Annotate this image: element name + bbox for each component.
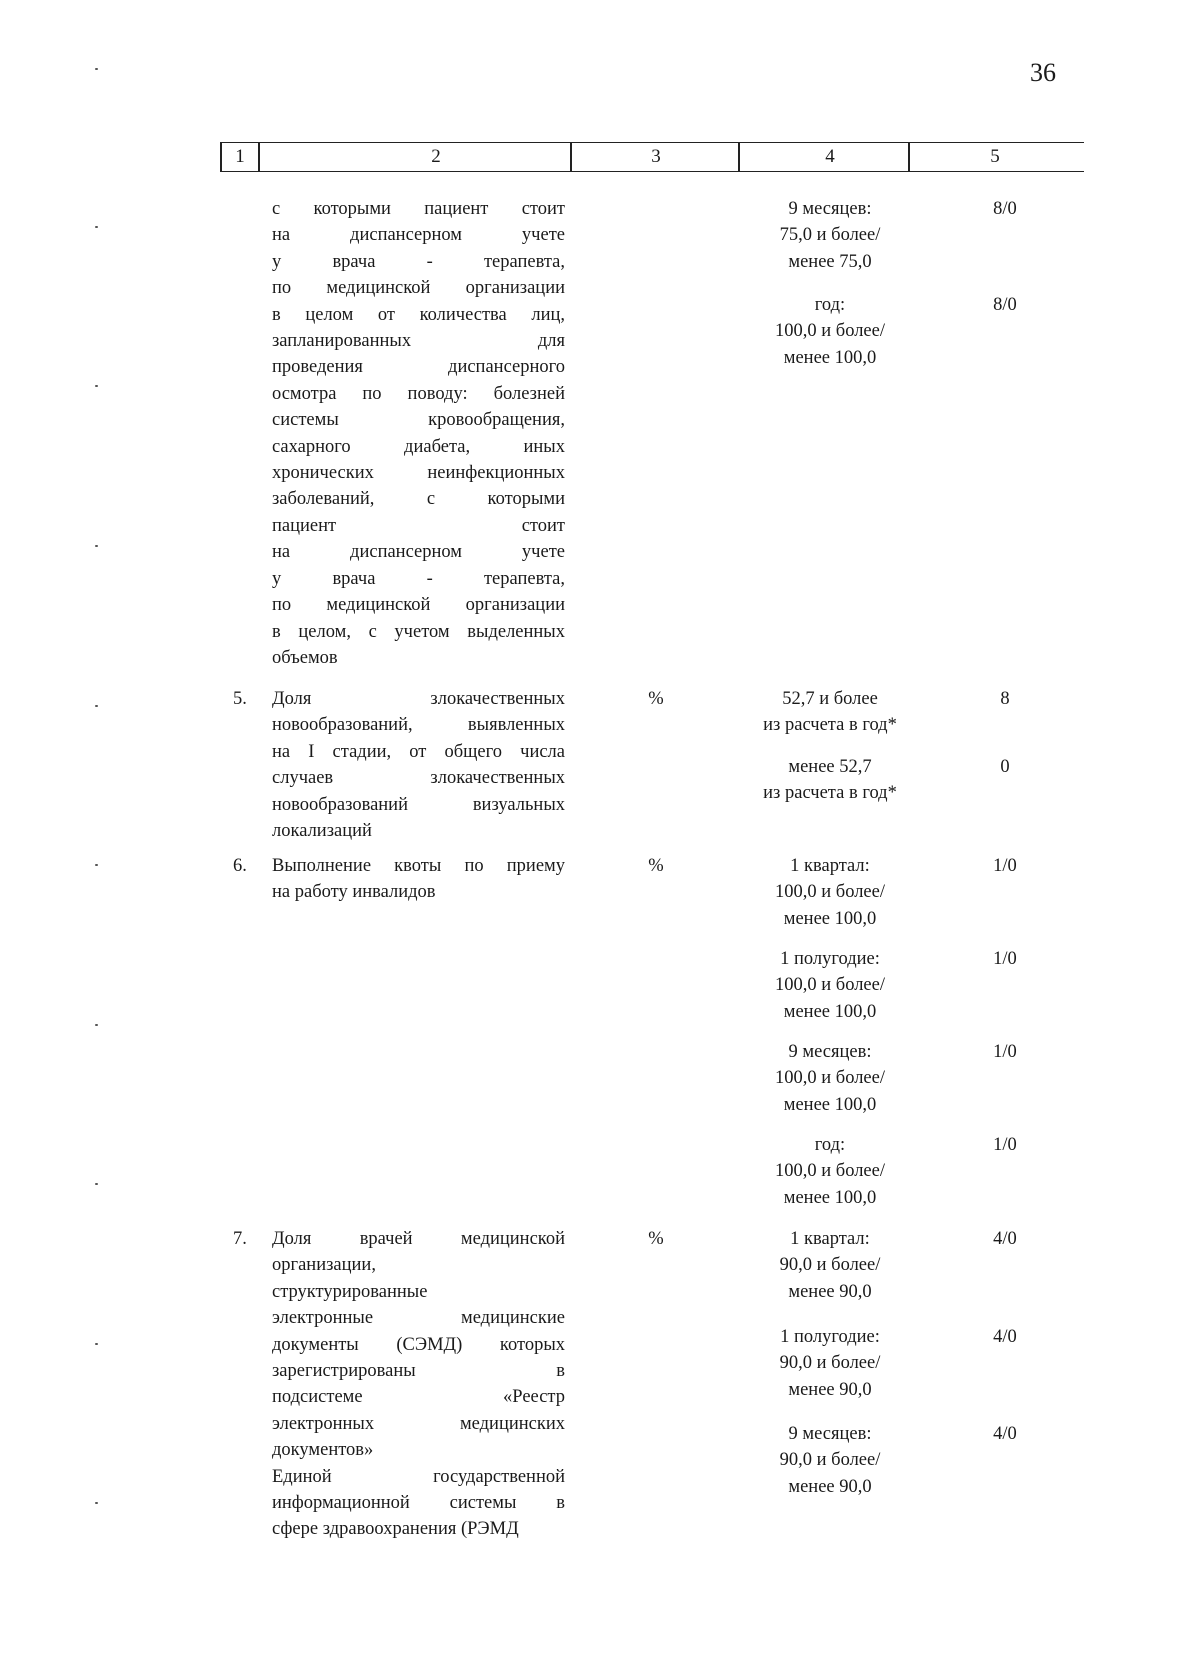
- row-unit: %: [648, 856, 664, 876]
- points: 8/0: [993, 295, 1017, 315]
- scan-mark: [95, 864, 98, 866]
- row-description: Выполнение квоты по приему на работу инвалидов: [272, 856, 565, 903]
- points: 1/0: [993, 1135, 1017, 1155]
- scan-mark: [95, 1502, 98, 1504]
- header-col-2: 2: [431, 146, 441, 167]
- criterion-9-months: 9 месяцев: 90,0 и более/ менее 90,0: [779, 1424, 881, 1497]
- continuation-description: с которыми пациент стоит на диспансерном учете у врача - терапевта, по медицинской организации в целом от количества лиц, запланированных для проведения диспансерного осмотра по поводу: болезней системы кровообращения, сахарного диабета, иных хронических неинфекционных заболеваний, с которыми пациент стоит на диспансерном учете у врача - терапевта, по медицинской организации в целом, с учетом выделенных объемов: [272, 199, 565, 668]
- row-unit: %: [648, 689, 664, 709]
- criterion: 52,7 и более из расчета в год*: [763, 689, 897, 736]
- criterion-9-months: 9 месяцев: 100,0 и более/ менее 100,0: [775, 1042, 885, 1115]
- row-description: Доля злокачественных новообразований, выявленных на I стадии, от общего числа случаев злокачественных новообразований визуальных локализаций: [272, 689, 565, 842]
- points: 0: [1000, 757, 1010, 777]
- row-description: Доля врачей медицинской организации, структурированные электронные медицинские документы (СЭМД) которых зарегистрированы в подсистеме «Реестр электронных медицинских документов» Единой государственной информационной системы в сфере здравоохранения (РЭМД: [272, 1229, 565, 1540]
- points: 4/0: [993, 1327, 1017, 1347]
- criterion-year: год: 100,0 и более/ менее 100,0: [775, 1135, 885, 1208]
- scan-mark: [95, 705, 98, 707]
- points: 8: [1000, 689, 1010, 709]
- scan-mark: [95, 545, 98, 547]
- criterion-half-year: 1 полугодие: 100,0 и более/ менее 100,0: [775, 949, 885, 1022]
- criterion-year: год: 100,0 и более/ менее 100,0: [775, 295, 885, 368]
- criterion-half-year: 1 полугодие: 90,0 и более/ менее 90,0: [779, 1327, 881, 1400]
- points: 1/0: [993, 856, 1017, 876]
- criterion: менее 52,7 из расчета в год*: [763, 757, 897, 804]
- scan-mark: [95, 1024, 98, 1026]
- row-number: 7.: [233, 1229, 247, 1249]
- scan-mark: [95, 68, 98, 70]
- row-unit: %: [648, 1229, 664, 1249]
- criterion-9-months: 9 месяцев: 75,0 и более/ менее 75,0: [779, 199, 881, 272]
- scan-mark: [95, 1343, 98, 1345]
- row-number: 5.: [233, 689, 247, 709]
- header-col-3: 3: [651, 146, 661, 167]
- header-col-5: 5: [990, 146, 1000, 167]
- points: 1/0: [993, 1042, 1017, 1062]
- header-col-4: 4: [825, 146, 835, 167]
- scan-mark: [95, 385, 98, 387]
- points: 1/0: [993, 949, 1017, 969]
- row-number: 6.: [233, 856, 247, 876]
- points: 8/0: [993, 199, 1017, 219]
- points: 4/0: [993, 1424, 1017, 1444]
- scan-mark: [95, 1183, 98, 1185]
- criterion-q1: 1 квартал: 100,0 и более/ менее 100,0: [775, 856, 885, 929]
- page-number: 36: [1030, 58, 1056, 87]
- criterion-q1: 1 квартал: 90,0 и более/ менее 90,0: [779, 1229, 881, 1302]
- points: 4/0: [993, 1229, 1017, 1249]
- scan-mark: [95, 226, 98, 228]
- table-header: [220, 142, 1084, 172]
- header-col-1: 1: [235, 146, 245, 167]
